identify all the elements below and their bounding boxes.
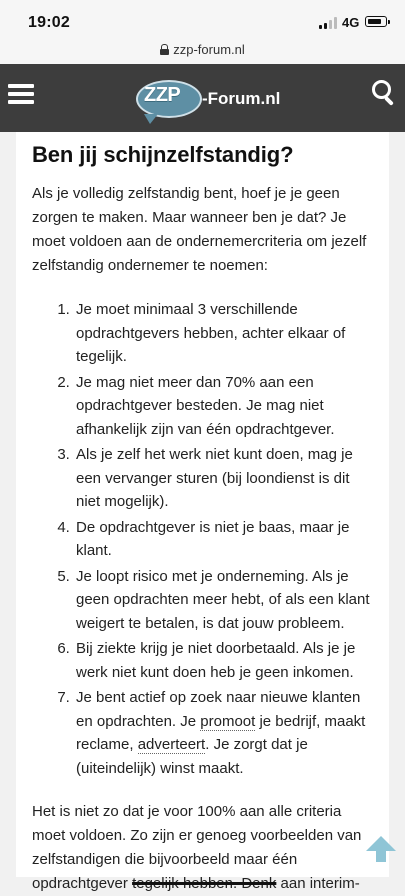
status-time: 19:02 — [28, 14, 70, 31]
adverteert-link[interactable]: adverteert — [137, 736, 206, 753]
article-outro — [32, 800, 376, 896]
address-bar[interactable] — [0, 40, 405, 64]
text-run: Het is niet zo dat je voor 100% aan alle criteria moet voldoen. Zo zijn er genoeg voorbeelden van zelfstandigen die bijvoorbeeld maar één opdrachtgever — [32, 803, 362, 892]
article-intro: Als je volledig zelfstandig bent, hoef je je geen zorgen te maken. Maar wanneer ben je dat? Je moet voldoen aan de ondernemercriteria om jezelf zelfstandig ondernemer te noemen: — [32, 185, 367, 274]
list-item — [74, 686, 376, 780]
battery-icon — [365, 16, 387, 27]
list-item: 4. De opdrachtgever is niet je baas, maar je klant. — [74, 516, 376, 563]
list-item: 5. Je loopt risico met je onderneming. Als je geen opdrachten meer hebt, of als een klant weigert te betalen, is dat jouw probleem. — [74, 565, 376, 636]
text-run: je bedrijf, maakt reclame, — [76, 712, 366, 753]
criteria-list — [32, 298, 376, 780]
struck-text: tegelijk hebben. Denk — [132, 875, 277, 892]
hamburger-icon[interactable] — [8, 84, 34, 104]
site-logo[interactable] — [136, 76, 286, 120]
article-card — [16, 132, 389, 892]
url-text: zzp-forum.nl — [173, 42, 245, 57]
network-type: 4G — [342, 15, 360, 30]
promoot-link[interactable]: promoot — [200, 712, 256, 730]
text-run: aan interim- — [276, 875, 360, 892]
list-item: 6. Bij ziekte krijg je niet doorbetaald. Als je je werk niet kunt doen heb je geen inkomen. — [74, 637, 376, 684]
site-header — [0, 64, 405, 132]
status-bar — [0, 0, 405, 40]
text-run: Je bent actief op zoek naar nieuwe klanten en opdrachten. Je — [76, 689, 361, 730]
text-run: . Je zorgt dat je (uiteindelijk) winst maakt. — [76, 736, 308, 777]
list-item: 1. Je moet minimaal 3 verschillende opdrachtgevers hebben, achter elkaar of tegelijk. — [74, 298, 376, 369]
arrow-up-icon[interactable] — [366, 836, 396, 862]
list-item: 3. Als je zelf het werk niet kunt doen, mag je een vervanger sturen (bij loondienst is dit niet mogelijk). — [74, 443, 376, 514]
lock-icon — [160, 44, 169, 55]
signal-icon — [319, 17, 337, 29]
logo-text: -Forum.nl — [202, 89, 281, 108]
logo-badge: ZZP — [144, 84, 181, 106]
search-icon[interactable] — [372, 80, 396, 106]
list-item: 2. Je mag niet meer dan 70% aan een opdrachtgever besteden. Je mag niet afhankelijk zijn van één opdrachtgever. — [74, 371, 376, 442]
article-title: Ben jij schijnzelfstandig? — [32, 142, 294, 167]
